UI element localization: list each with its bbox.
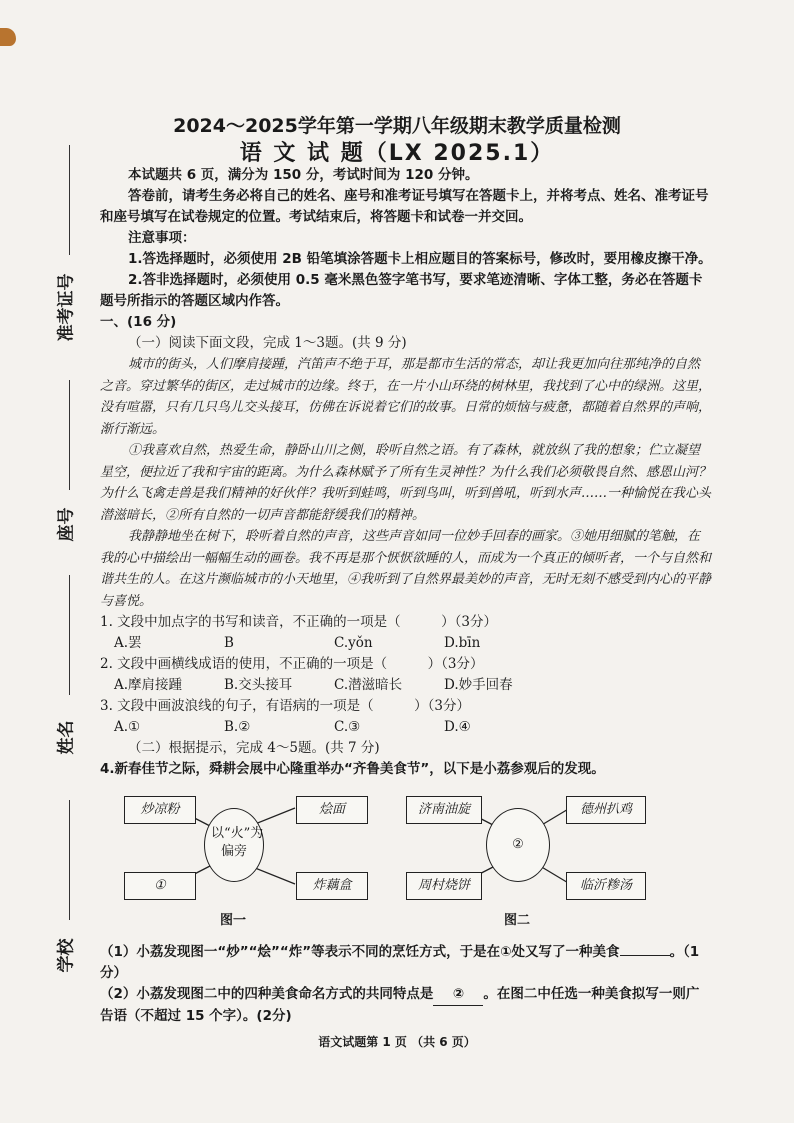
fig1-box-top-left: 炒凉粉 xyxy=(124,796,196,824)
instruction-line-1: 本试题共 6 页，满分为 150 分，考试时间为 120 分钟。 xyxy=(128,167,479,183)
fig1-center-text: 以“火”为偏旁 xyxy=(211,826,264,859)
sidebar-line-3 xyxy=(69,575,70,695)
section-heading: 一、(16 分) xyxy=(100,314,177,330)
sidebar-exam-no: 准考证号 xyxy=(56,273,77,342)
food-diagrams xyxy=(100,786,712,936)
q1-option-d[interactable]: D.bīn xyxy=(444,635,481,651)
question-4: 4.新春佳节之际，舜耕会展中心隆重举办“齐鲁美食节”，以下是小荔参观后的发现。 xyxy=(100,761,605,777)
fig1-center-circle xyxy=(204,808,264,882)
q2-option-d[interactable]: D.妙手回春 xyxy=(444,677,513,693)
fig2-center-circle xyxy=(486,808,550,882)
fig1-label: 图一 xyxy=(220,913,247,928)
exam-content xyxy=(100,165,712,1027)
part2-heading: （二）根据提示，完成 4～5题。(共 7 分) xyxy=(128,740,380,756)
page-footer: 语文试题第 1 页 （共 6 页） xyxy=(318,1035,476,1049)
question-1-options xyxy=(100,633,712,654)
q4-1-end: 。（1分） xyxy=(100,944,700,981)
passage-paragraph-1: 城市的街头，人们摩肩接踵，汽笛声不绝于耳，那是都市生活的常态，却让我更加向往那纯净的自然之音。穿过繁华的街区，走过城市的边缘。终于，在一片小山环绕的树林里，我找到了心中的绿洲。这里，没有喧嚣，只有几只鸟儿交头接耳，仿佛在诉说着它们的故事。日常的烦恼与疲惫，都随着自然界的声响，渐行渐远。 xyxy=(100,357,712,437)
fig2-box-top-right: 德州扒鸡 xyxy=(566,796,646,824)
fig2-label: 图二 xyxy=(504,913,531,928)
q3-option-d[interactable]: D.④ xyxy=(444,719,471,735)
note-2: 2.答非选择题时，必须使用 0.5 毫米黑色签字笔书写，要求笔迹清晰、字体工整，务必在答题卡题号所指示的答题区域内作答。 xyxy=(100,272,703,309)
sidebar-line-4 xyxy=(69,800,70,920)
q4-2-text-a: （2）小荔发现图二中的四种美食命名方式的共同特点是 xyxy=(100,986,434,1002)
corner-stain xyxy=(0,28,16,46)
q3-option-c[interactable]: C.③ xyxy=(334,719,361,735)
fig2-box-bottom-left: 周村烧饼 xyxy=(406,872,482,900)
question-2-options xyxy=(100,675,712,696)
q1-option-b[interactable]: B xyxy=(224,635,234,651)
fig1-box-top-right: 烩面 xyxy=(296,796,368,824)
q1-option-a[interactable]: A.罢 xyxy=(114,635,142,651)
q4-1-blank[interactable] xyxy=(620,955,670,956)
sidebar-name: 姓名 xyxy=(56,720,77,755)
q4-1-text: （1）小荔发现图一“炒”“烩”“炸”等表示不同的烹饪方式，于是在①处又写了一种美食 xyxy=(100,944,620,960)
notes-title: 注意事项： xyxy=(128,230,196,246)
note-1: 1.答选择题时，必须使用 2B 铅笔填涂答题卡上相应题目的答案标号，修改时，要用橡皮擦干净。 xyxy=(128,251,712,267)
sidebar-seat: 座号 xyxy=(56,507,77,542)
q2-option-b[interactable]: B.交头接耳 xyxy=(224,677,293,693)
q2-option-a[interactable]: A.摩肩接踵 xyxy=(114,677,183,693)
passage-paragraph-3: 我静静地坐在树下，聆听着自然的声音，这些声音如同一位妙手回春的画家。③她用细腻的笔触，在我的心中描绘出一幅幅生动的画卷。我不再是那个恹恹欲睡的人，而成为一个真正的倾听者，一个与自然和谐共生的人。在这片濒临城市的小天地里，④我听到了自然界最美妙的声音，无时无刻不感受到内心的平静与喜悦。 xyxy=(100,529,712,609)
instruction-line-2: 答卷前，请考生务必将自己的姓名、座号和准考证号填写在答题卡上，并将考点、姓名、准考证号和座号填写在试卷规定的位置。考试结束后，将答题卡和试卷一并交回。 xyxy=(100,188,709,225)
passage-paragraph-2: ①我喜欢自然，热爱生命，静卧山川之侧，聆听自然之语。有了森林，就放纵了我的想象；伫立凝望星空，便拉近了我和宇宙的距离。为什么森林赋予了所有生灵神性？为什么我们必须敬畏自然、感恩山河？为什么飞禽走兽是我们精神的好伙伴？我听到蛙鸣，听到鸟叫，听到兽吼，听到水声……一种愉悦在我心头潜滋暗长，②所有自然的一切声音都能舒缓我们的精神。 xyxy=(100,443,712,523)
q4-2-text-b: 。在图二中任选一种美食拟写一则广告语（不超过 15 个字）。(2分) xyxy=(100,986,700,1024)
fig1-box-bottom-right: 炸藕盒 xyxy=(296,872,368,900)
exam-title: 2024～2025学年第一学期八年级期末教学质量检测 xyxy=(173,115,621,137)
question-3: 3. 文段中画波浪线的句子，有语病的一项是（ ）（3分） xyxy=(100,698,471,714)
question-4-1 xyxy=(100,942,712,984)
exam-subtitle: 语 文 试 题（LX 2025.1） xyxy=(239,141,555,166)
q3-option-a[interactable]: A.① xyxy=(114,719,141,735)
fig2-center-text: ② xyxy=(512,837,524,852)
question-2: 2. 文段中画横线成语的使用，不正确的一项是（ ）（3分） xyxy=(100,656,484,672)
question-1: 1. 文段中加点字的书写和读音，不正确的一项是（ ）（3分） xyxy=(100,614,498,630)
question-4-2 xyxy=(100,984,712,1027)
q1-option-c[interactable]: C.yǒn xyxy=(334,635,373,651)
sidebar-line-2 xyxy=(69,380,70,490)
fig2-box-bottom-right: 临沂糁汤 xyxy=(566,872,646,900)
sidebar-school: 学校 xyxy=(56,938,77,973)
fig2-box-top-left: 济南油旋 xyxy=(406,796,482,824)
q4-2-blank[interactable]: ② xyxy=(433,984,483,1006)
question-3-options xyxy=(100,717,712,738)
q2-option-c[interactable]: C.潜滋暗长 xyxy=(334,677,403,693)
q3-option-b[interactable]: B.② xyxy=(224,719,251,735)
part1-heading: （一）阅读下面文段，完成 1～3题。(共 9 分) xyxy=(128,335,407,351)
fig1-box-bottom-left: ① xyxy=(124,872,196,900)
